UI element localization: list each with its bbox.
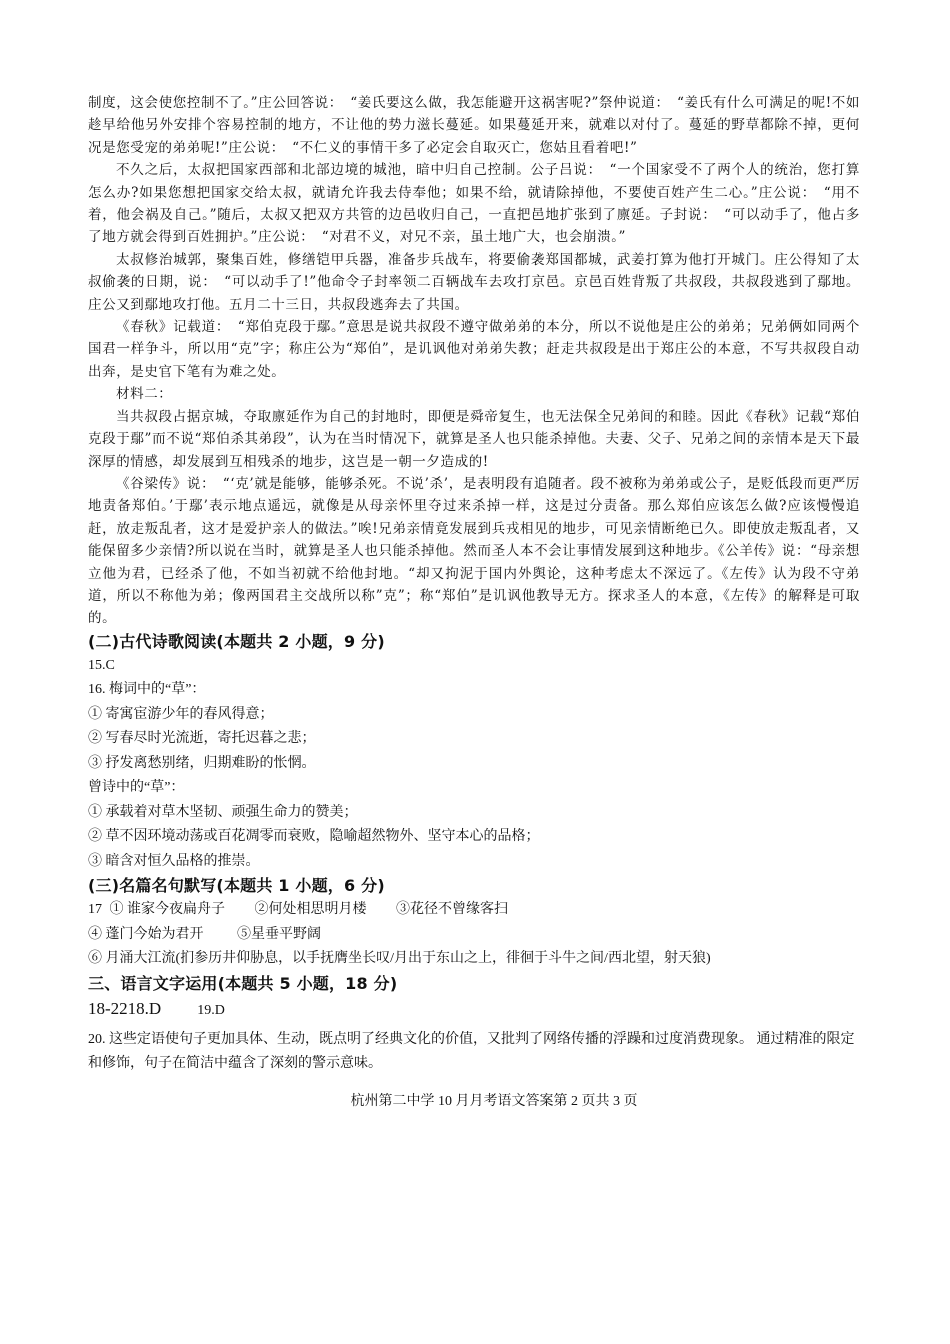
answer-17-row-1 xyxy=(88,898,860,923)
zeng-intro: 曾诗中的“草”： xyxy=(88,780,185,796)
page-footer: 杭州第二中学 10 月月考语文答案第 2 页共 3 页 xyxy=(350,1093,638,1109)
answer-17-item-2: ②何处相思明月楼 xyxy=(254,902,367,918)
mei-point-1: ① 寄寓宦游少年的春风得意； xyxy=(88,706,274,722)
answer-17-row-2 xyxy=(88,923,860,948)
poetry-section-heading: (二)古代诗歌阅读(本题共 2 小题，9 分) xyxy=(88,631,385,651)
answer-17-item-5: ⑤星垂平野阔 xyxy=(237,926,321,942)
answer-17-item-1: ① 谁家今夜扁舟子 xyxy=(109,902,225,918)
material-two-paragraph-2: 《谷梁传》说： “‘克’就是能够，能够杀死。不说’杀’，是表明段有追随者。段不被称为弟弟或公子，是贬低段而更严厉地责备郑伯。’于鄢’表示地点遥远，就像是从母亲怀里夺过来杀掉一样，这是过分责备。那么郑伯应该怎么做?应该慢慢追赶，放走叛乱者，这才是爱护亲人的做法。”唉!兄弟亲情竟发展到兵戎相见的地步，可见亲情断绝已久。即使放走叛乱者，又能保留多少亲情?所以说在当时，就算是圣人也只能杀掉他。然而圣人本不会让事情发展到这种地步。《公羊传》说：“母亲想立他为君，已经杀了他，不如当初就不给他封地。“却又拘泥于国内外舆论，这种考虑太不深远了。《左传》认为段不守弟道，所以不称他为弟；像两国君主交战所以称”克”；称“郑伯”是讥讽他教导无方。探求圣人的本意，《左传》的解释是可取的。 xyxy=(88,475,860,627)
answer-17-item-6: ⑥ 月涌大江流(扪参历井仰胁息，以手抚膺坐长叹/月出于东山之上，徘徊于斗牛之间/西北望，射天狼) xyxy=(88,951,711,967)
material-one xyxy=(88,92,860,383)
zeng-point-2: ② 草不因环境动荡或百花凋零而衰败，隐喻超然物外、坚守本心的品格； xyxy=(88,829,540,845)
answer-15: 15.C xyxy=(88,657,115,673)
answer-page xyxy=(88,92,860,1112)
mei-point-3: ③ 抒发离愁别绪，归期难盼的怅惘。 xyxy=(88,755,316,771)
answer-17-prefix: 17 xyxy=(88,902,102,918)
language-section xyxy=(88,972,860,1076)
material-one-paragraph-1: 制度，这会使您控制不了。”庄公回答说： “姜氏要这么做，我怎能避开这祸害呢?”祭仲说道： “姜氏有什么可满足的呢!不如趁早给他另外安排个容易控制的地方，不让他的势力滋长蔓延。如果蔓延开来，就难以对付了。蔓延的野草都除不掉，更何况是您受宠的弟弟呢!”庄公说： “不仁义的事情干多了必定会自取灭亡，您姑且看着吧!” xyxy=(88,95,860,156)
answer-18-19-row xyxy=(88,996,860,1024)
answer-17-item-4: ④ 蓬门今始为君开 xyxy=(88,926,204,942)
answer-17-item-3: ③花径不曾缘客扫 xyxy=(396,902,508,918)
recitation-section-heading: (三)名篇名句默写(本题共 1 小题，6 分) xyxy=(88,876,385,896)
zeng-point-1: ① 承载着对草木坚韧、顽强生命力的赞美； xyxy=(88,804,358,820)
material-one-paragraph-4: 《春秋》记载道： “郑伯克段于鄢。”意思是说共叔段不遵守做弟弟的本分，所以不说他是庄公的弟弟；兄弟俩如同两个国君一样争斗，所以用“克”字；称庄公为“郑伯”，是讥讽他对弟弟失教；赶走共叔段是出于郑庄公的本意，不写共叔段自动出奔，是史官下笔有为难之处。 xyxy=(88,319,860,380)
material-two xyxy=(88,383,860,629)
answer-16-intro: 16. 梅词中的“草”： xyxy=(88,682,206,698)
material-one-paragraph-3: 太叔修治城郭，聚集百姓，修缮铠甲兵器，准备步兵战车，将要偷袭郑国都城，武姜打算为他打开城门。庄公得知了太叔偷袭的日期，说： “可以动手了!”他命令子封率领二百辆战车去攻打京邑。京邑百姓背叛了共叔段，共叔段逃到了鄢地。庄公又到鄢地攻打他。五月二十三日，共叔段逃奔去了共国。 xyxy=(88,251,860,313)
material-two-paragraph-1: 当共叔段占据京城，夺取廪延作为自己的封地时，即便是舜帝复生，也无法保全兄弟间的和睦。因此《春秋》记载“郑伯克段于鄢”而不说“郑伯杀其弟段”，认为在当时情况下，就算是圣人也只能杀掉他。夫妻、父子、兄弟之间的亲情本是天下最深厚的情感，却发展到互相残杀的地步，这岂是一朝一夕造成的! xyxy=(88,408,860,470)
poetry-section xyxy=(88,630,860,875)
answer-19: 19.D xyxy=(197,1002,225,1018)
material-two-label: 材料二： xyxy=(116,386,173,403)
material-one-paragraph-2: 不久之后，太叔把国家西部和北部边境的城池，暗中归自己控制。公子吕说： “一个国家受不了两个人的统治，您打算怎么办?如果您想把国家交给太叔，就请允许我去侍奉他；如果不给，就请除掉他，不要使百姓产生二心。”庄公说： “用不着，他会祸及自己。”随后，太叔又把双方共管的边邑收归自己，一直把邑地扩张到了廪延。子封说： “可以动手了，他占多了地方就会得到百姓拥护。”庄公说： “对君不义，对兄不亲，虽土地广大，也会崩溃。” xyxy=(88,162,860,246)
answer-18: 18-2218.D xyxy=(88,998,162,1018)
recitation-section xyxy=(88,874,860,972)
mei-point-2: ② 写春尽时光流逝，寄托迟暮之悲； xyxy=(88,731,316,747)
zeng-point-3: ③ 暗含对恒久品格的推崇。 xyxy=(88,853,260,869)
language-section-heading: 三、语言文字运用(本题共 5 小题，18 分) xyxy=(88,973,398,993)
answer-20: 20. 这些定语使句子更加具体、生动，既点明了经典文化的价值，又批判了网络传播的浮躁和过度消费现象。 通过精准的限定和修饰，句子在简洁中蕴含了深刻的警示意味。 xyxy=(88,1031,855,1071)
